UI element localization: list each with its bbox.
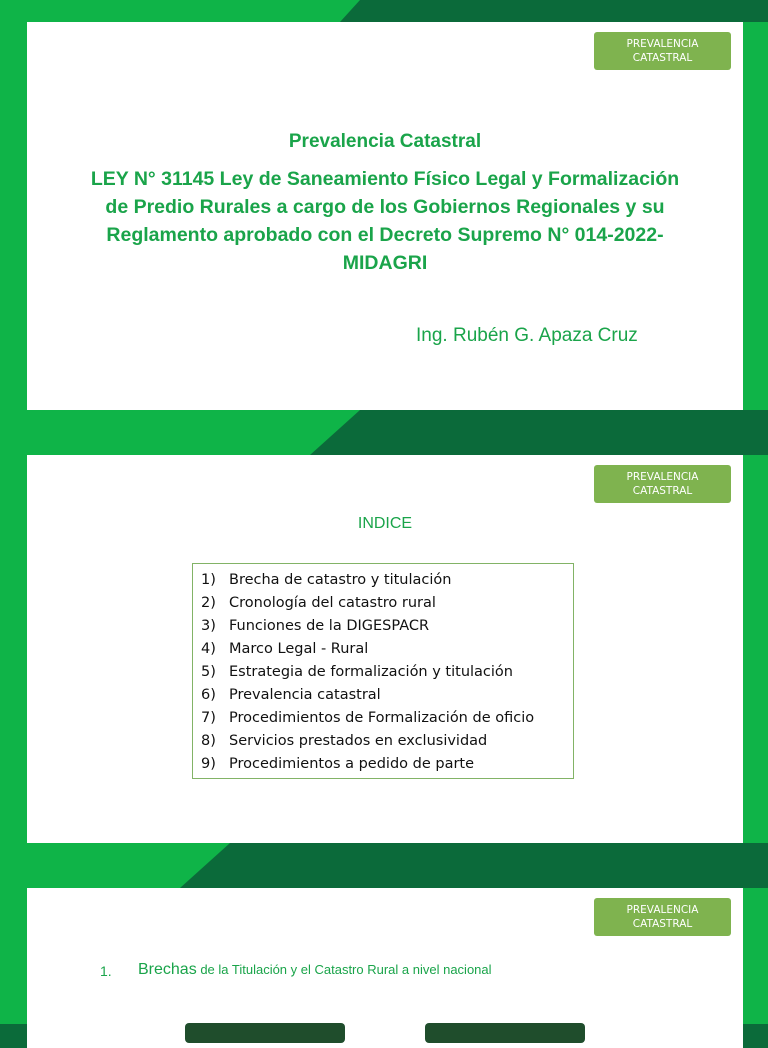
slide-index bbox=[27, 455, 743, 843]
prevalencia-badge: PREVALENCIA CATASTRAL bbox=[594, 32, 731, 70]
content-block bbox=[425, 1023, 585, 1043]
section-number: 1. bbox=[100, 963, 112, 979]
slide-title-heading: Prevalencia Catastral bbox=[288, 131, 482, 152]
index-list-box bbox=[192, 563, 574, 779]
prevalencia-badge: PREVALENCIA CATASTRAL bbox=[594, 898, 731, 936]
list-item: 3) Funciones de la DIGESPACR bbox=[201, 618, 430, 634]
index-title: INDICE bbox=[357, 515, 413, 532]
list-item: 8) Servicios prestados en exclusividad bbox=[201, 733, 488, 749]
slide-title bbox=[27, 22, 743, 410]
list-item: 5) Estrategia de formalización y titulación bbox=[201, 664, 513, 680]
slide-brechas bbox=[27, 888, 743, 1048]
content-block bbox=[185, 1023, 345, 1043]
author-name: Ing. Rubén G. Apaza Cruz bbox=[416, 325, 638, 346]
list-item: 4) Marco Legal - Rural bbox=[201, 641, 369, 657]
list-item: 9) Procedimientos a pedido de parte bbox=[201, 756, 475, 772]
list-item: 6) Prevalencia catastral bbox=[201, 687, 381, 703]
prevalencia-badge: PREVALENCIA CATASTRAL bbox=[594, 465, 731, 503]
list-item: 7) Procedimientos de Formalización de oficio bbox=[201, 710, 535, 726]
section-heading: Brechas de la Titulación y el Catastro Rural a nivel nacional bbox=[138, 961, 492, 978]
list-item: 1) Brecha de catastro y titulación bbox=[201, 572, 452, 588]
list-item: 2) Cronología del catastro rural bbox=[201, 595, 436, 611]
law-title: LEY N° 31145 Ley de Saneamiento Físico Legal y Formalización de Predio Rurales a cargo de los Gobiernos Regionales y su Reglamento aprobado con el Decreto Supremo N° 014-2022-MIDAGRI bbox=[90, 168, 680, 274]
